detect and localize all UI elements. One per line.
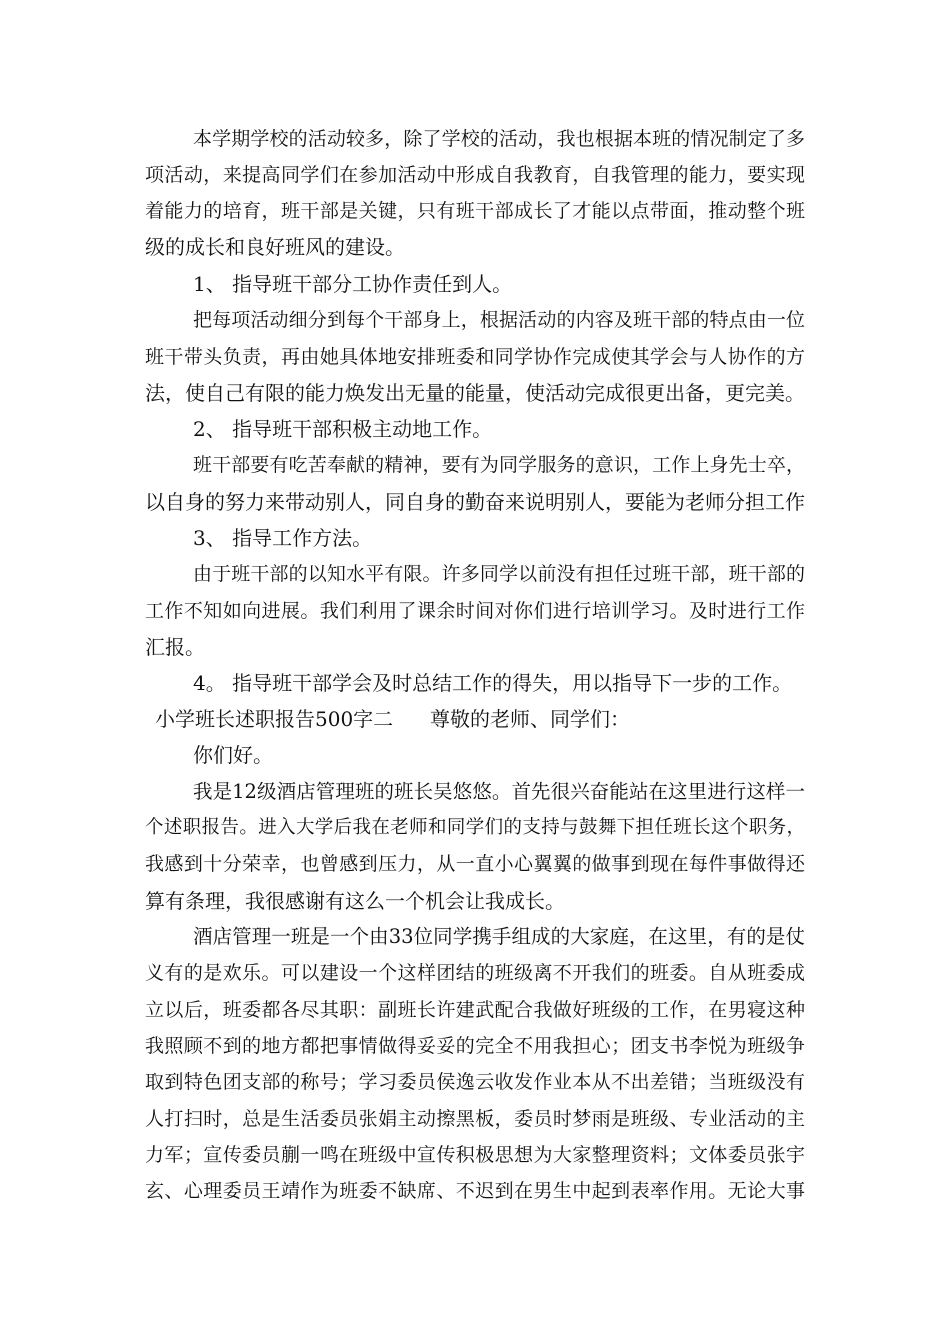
section-title: 小学班长述职报告500字二 <box>155 707 394 731</box>
text-line: 工作不知如向进展。我们利用了课余时间对你们进行培训学习。及时进行工作 <box>145 600 805 622</box>
list-heading: 4。 指导班干部学会及时总结工作的得失，用以指导下一步的工作。 <box>193 671 793 695</box>
greeting: 你们好。 <box>193 743 273 767</box>
text-line: 个述职报告。进入大学后我在老师和同学们的支持与鼓舞下担任班长这个职务， <box>145 817 805 838</box>
text-line: 人打扫时，总是生活委员张娟主动擦黑板，委员时梦雨是班级、专业活动的主 <box>145 1108 805 1130</box>
text-line: 级的成长和良好班风的建设。 <box>145 235 405 259</box>
text-line: 班干带头负责，再由她具体地安排班委和同学协作完成使其学会与人协作的方 <box>145 346 805 368</box>
text-line: 立以后，班委都各尽其职：副班长许建武配合我做好班级的工作，在男寝这种 <box>145 999 805 1021</box>
list-heading: 1、 指导班干部分工协作责任到人。 <box>193 272 513 296</box>
text-line: 我是12级酒店管理班的班长吴悠悠。首先很兴奋能站在这里进行这样一 <box>193 780 805 803</box>
text-line: 法，使自己有限的能力焕发出无量的能量，使活动完成很更出备，更完美。 <box>145 381 805 405</box>
text-line: 汇报。 <box>145 635 205 659</box>
text-line: 玄、心理委员王靖作为班委不缺席、不迟到在男生中起到表率作用。无论大事 <box>145 1180 805 1202</box>
text-line: 义有的是欢乐。可以建设一个这样团结的班级离不开我们的班委。自从班委成 <box>145 962 805 984</box>
salutation: 尊敬的老师、同学们： <box>430 707 630 731</box>
text-line: 算有条理，我很感谢有这么一个机会让我成长。 <box>145 889 565 913</box>
text-line: 把每项活动细分到每个干部身上，根据活动的内容及班干部的特点由一位 <box>193 309 805 331</box>
list-heading: 2、 指导班干部积极主动地工作。 <box>193 417 493 441</box>
text-line: 我感到十分荣幸，也曾感到压力，从一直小心翼翼的做事到现在每件事做得还 <box>145 853 805 875</box>
list-heading: 3、 指导工作方法。 <box>193 526 373 550</box>
text-line: 项活动，来提高同学们在参加活动中形成自我教育，自我管理的能力，要实现 <box>145 164 805 186</box>
text-line: 取到特色团支部的称号；学习委员侯逸云收发作业本从不出差错；当班级没有 <box>145 1071 805 1093</box>
text-line: 本学期学校的活动较多，除了学校的活动，我也根据本班的情况制定了多 <box>193 128 805 150</box>
text-line: 酒店管理一班是一个由33位同学携手组成的大家庭，在这里，有的是仗 <box>193 925 805 948</box>
text-line: 着能力的培育，班干部是关键，只有班干部成长了才能以点带面，推动整个班 <box>145 200 805 222</box>
text-line: 力军；宣传委员蒯一鸣在班级中宣传积极思想为大家整理资料；文体委员张宇 <box>145 1144 805 1166</box>
text-line: 我照顾不到的地方都把事情做得妥妥的完全不用我担心；团支书李悦为班级争 <box>145 1035 805 1057</box>
text-line: 由于班干部的以知水平有限。许多同学以前没有担任过班干部，班干部的 <box>193 563 805 585</box>
text-line: 以自身的努力来带动别人，同自身的勤奋来说明别人，要能为老师分担工作 <box>145 490 805 514</box>
text-line: 班干部要有吃苦奉献的精神，要有为同学服务的意识，工作上身先士卒， <box>193 454 805 476</box>
